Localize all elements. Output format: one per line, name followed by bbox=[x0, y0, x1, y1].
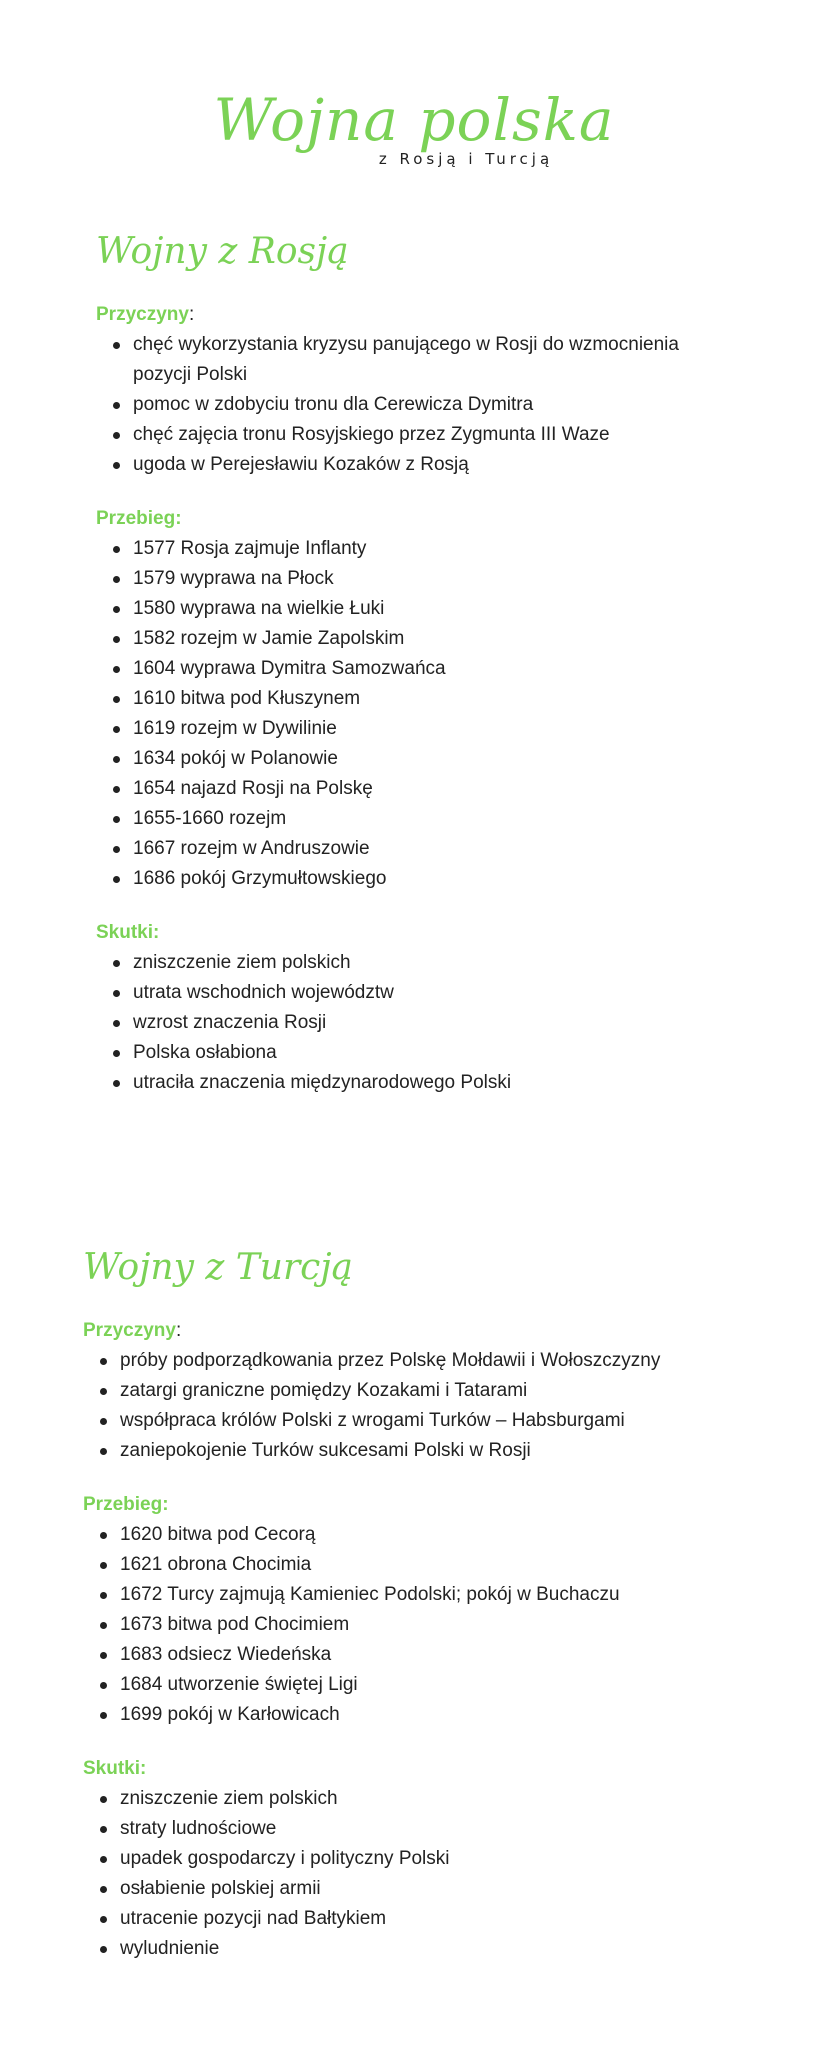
list-item: 1667 rozejm w Andruszowie bbox=[96, 834, 736, 864]
russia-causes-label: Przyczyny bbox=[96, 304, 189, 325]
colon: : bbox=[175, 1320, 182, 1341]
list-item: 1580 wyprawa na wielkie Łuki bbox=[96, 594, 736, 624]
list-item: zniszczenie ziem polskich bbox=[96, 948, 736, 978]
list-item: ugoda w Perejesławiu Kozaków z Rosją bbox=[96, 450, 736, 480]
colon: : bbox=[188, 304, 195, 325]
title-block bbox=[0, 84, 828, 174]
list-item: 1684 utworzenie świętej Ligi bbox=[83, 1670, 763, 1700]
list-item: 1610 bitwa pod Kłuszynem bbox=[96, 684, 736, 714]
list-item: 1577 Rosja zajmuje Inflanty bbox=[96, 534, 736, 564]
russia-course-list bbox=[96, 534, 736, 894]
russia-causes-list bbox=[96, 330, 736, 480]
list-item: 1604 wyprawa Dymitra Samozwańca bbox=[96, 654, 736, 684]
turkey-effects-heading: Skutki: bbox=[83, 1758, 147, 1779]
list-item: 1655-1660 rozejm bbox=[96, 804, 736, 834]
list-item: pomoc w zdobyciu tronu dla Cerewicza Dymitra bbox=[96, 390, 736, 420]
list-item: 1621 obrona Chocimia bbox=[83, 1550, 763, 1580]
section-title-turkey: Wojny z Turcją bbox=[83, 1247, 353, 1288]
russia-causes-heading bbox=[96, 300, 736, 330]
list-item: 1619 rozejm w Dywilinie bbox=[96, 714, 736, 744]
section-russia bbox=[96, 230, 736, 1122]
list-item: utracenie pozycji nad Bałtykiem bbox=[83, 1904, 763, 1934]
list-item: utrata wschodnich województw bbox=[96, 978, 736, 1008]
turkey-causes-list bbox=[83, 1346, 763, 1466]
list-item: chęć wykorzystania kryzysu panującego w Rosji do wzmocnienia pozycji Polski bbox=[96, 330, 736, 390]
sub-title: z Rosją i Turcją bbox=[378, 150, 554, 168]
list-item: 1582 rozejm w Jamie Zapolskim bbox=[96, 624, 736, 654]
main-title: Wojna polska bbox=[213, 86, 615, 154]
list-item: 1686 pokój Grzymułtowskiego bbox=[96, 864, 736, 894]
turkey-causes-label: Przyczyny bbox=[83, 1320, 176, 1341]
list-item: 1634 pokój w Polanowie bbox=[96, 744, 736, 774]
list-item: 1699 pokój w Karłowicach bbox=[83, 1700, 763, 1730]
list-item: straty ludnościowe bbox=[83, 1814, 763, 1844]
list-item: próby podporządkowania przez Polskę Mołdawii i Wołoszczyzny bbox=[83, 1346, 763, 1376]
list-item: upadek gospodarczy i polityczny Polski bbox=[83, 1844, 763, 1874]
list-item: 1654 najazd Rosji na Polskę bbox=[96, 774, 736, 804]
list-item: zniszczenie ziem polskich bbox=[83, 1784, 763, 1814]
turkey-course-heading: Przebieg: bbox=[83, 1494, 169, 1515]
list-item: Polska osłabiona bbox=[96, 1038, 736, 1068]
list-item: wyludnienie bbox=[83, 1934, 763, 1964]
russia-course-heading: Przebieg: bbox=[96, 508, 182, 529]
list-item: 1579 wyprawa na Płock bbox=[96, 564, 736, 594]
turkey-causes-heading bbox=[83, 1316, 763, 1346]
section-turkey bbox=[83, 1246, 763, 1988]
list-item: 1672 Turcy zajmują Kamieniec Podolski; pokój w Buchaczu bbox=[83, 1580, 763, 1610]
list-item: zaniepokojenie Turków sukcesami Polski w Rosji bbox=[83, 1436, 763, 1466]
list-item: osłabienie polskiej armii bbox=[83, 1874, 763, 1904]
list-item: 1620 bitwa pod Cecorą bbox=[83, 1520, 763, 1550]
list-item: 1673 bitwa pod Chocimiem bbox=[83, 1610, 763, 1640]
list-item: chęć zajęcia tronu Rosyjskiego przez Zygmunta III Waze bbox=[96, 420, 736, 450]
russia-effects-list bbox=[96, 948, 736, 1098]
list-item: zatargi graniczne pomiędzy Kozakami i Tatarami bbox=[83, 1376, 763, 1406]
list-item: współpraca królów Polski z wrogami Turków – Habsburgami bbox=[83, 1406, 763, 1436]
list-item: 1683 odsiecz Wiedeńska bbox=[83, 1640, 763, 1670]
turkey-effects-list bbox=[83, 1784, 763, 1964]
list-item: utraciła znaczenia międzynarodowego Polski bbox=[96, 1068, 736, 1098]
list-item: wzrost znaczenia Rosji bbox=[96, 1008, 736, 1038]
section-title-russia: Wojny z Rosją bbox=[96, 231, 349, 272]
turkey-course-list bbox=[83, 1520, 763, 1730]
russia-effects-heading: Skutki: bbox=[96, 922, 160, 943]
